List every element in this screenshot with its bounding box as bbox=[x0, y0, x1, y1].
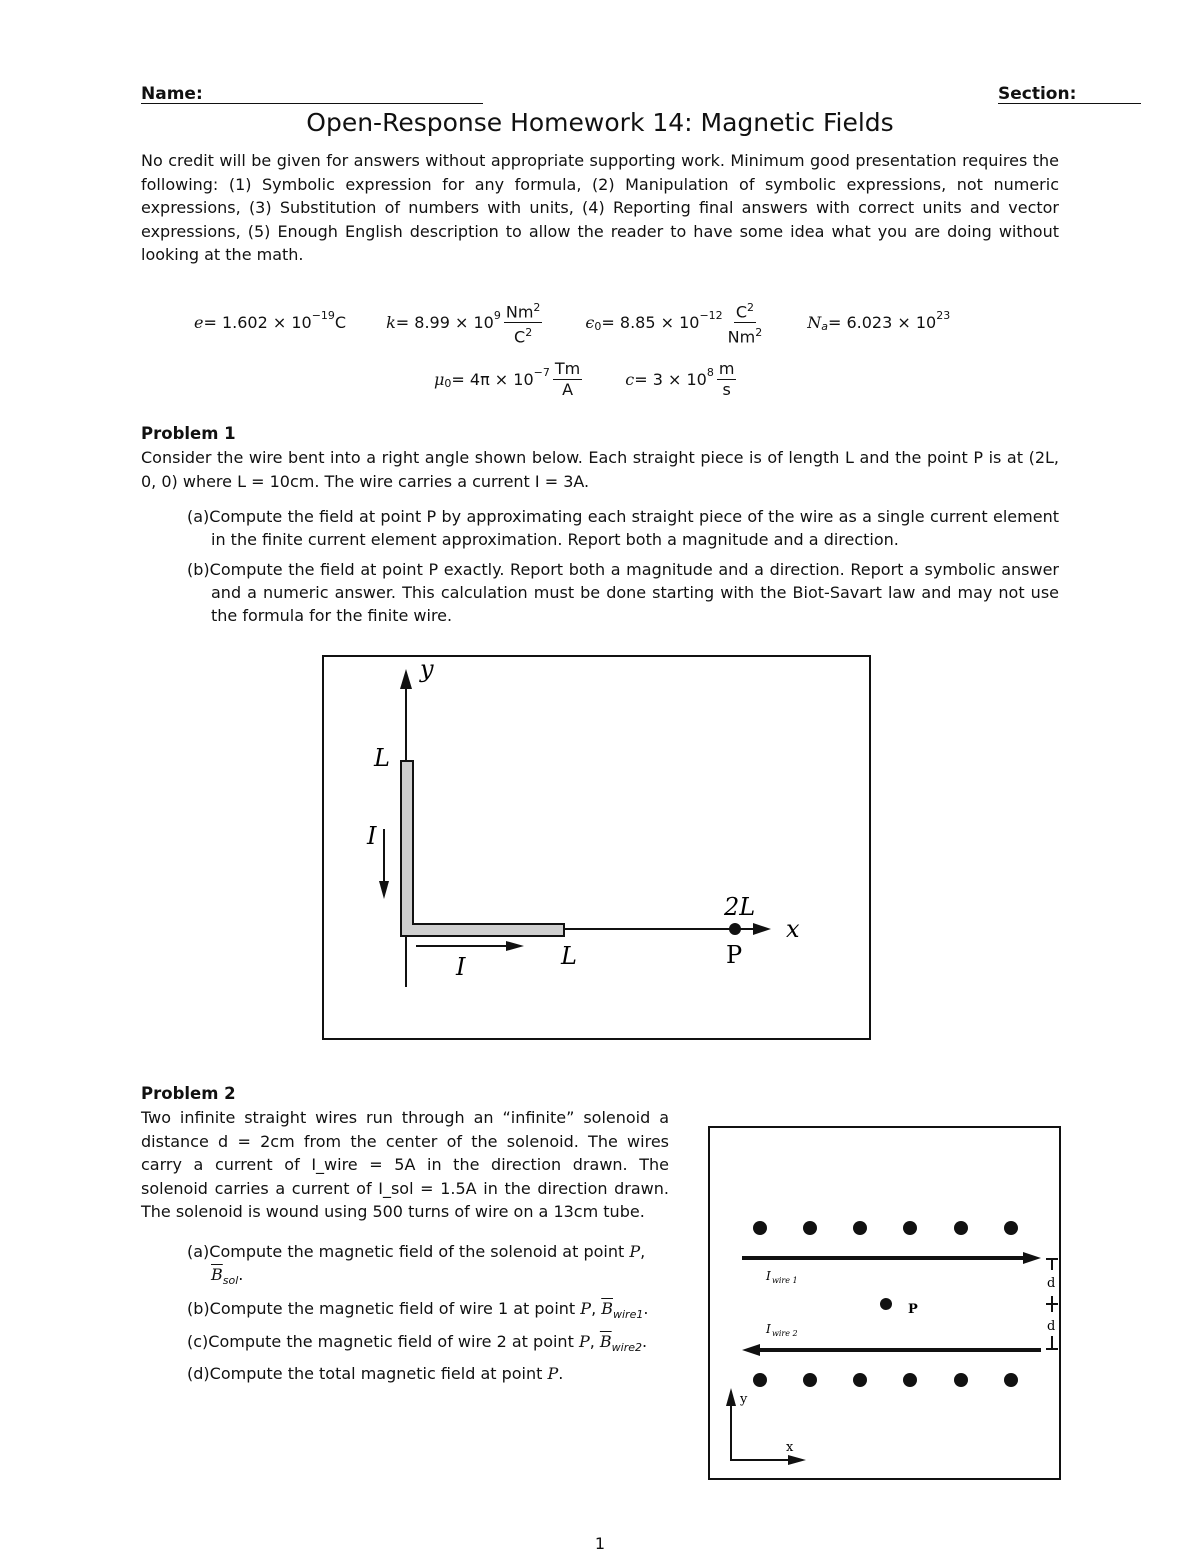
x-axis-label: x bbox=[786, 915, 800, 943]
bent-wire bbox=[401, 761, 564, 936]
constant-mu0: μ $_0$ = 4π × 10 $^{-7}$ $\frac{Tm}{A}$ bbox=[434, 359, 581, 399]
mu-unit-fraction: $\frac{Tm}{A}$ bbox=[554, 359, 581, 399]
x-axis-arrow-icon bbox=[788, 1455, 806, 1465]
problem-1-heading: Problem 1 bbox=[141, 424, 236, 443]
intro-paragraph: No credit will be given for answers without appropriate supporting work. Minimum good presentation requires the following: (1) Symbolic expression for any formula, (2) Manipulation of symbolic expressions, not numeric expressions, (3) Substitution of numbers with units, (4) Reporting final answers with correct units and vector expressions, (5) Enough English description to allow the reader to have some idea what you are doing without looking at the math. bbox=[141, 151, 1059, 264]
solenoid-coil-dot bbox=[853, 1221, 867, 1235]
y-axis-arrow-icon bbox=[400, 669, 412, 689]
wire-1-label: I bbox=[766, 1269, 771, 1283]
name-field-line bbox=[141, 103, 483, 104]
distance-marker bbox=[1046, 1259, 1058, 1349]
y-axis-label: y bbox=[420, 657, 434, 683]
figure-2-svg bbox=[710, 1128, 1059, 1478]
point-P-dot bbox=[880, 1298, 892, 1310]
L-label-vertical: L bbox=[374, 744, 390, 772]
wire-2-arrow-icon bbox=[742, 1344, 760, 1356]
wire-2-subscript: wire 2 bbox=[772, 1329, 798, 1338]
wire-2-label: I bbox=[766, 1322, 771, 1336]
current-arrow-vertical-head-icon bbox=[379, 881, 389, 899]
solenoid-coil-dot bbox=[954, 1373, 968, 1387]
figure-1-bent-wire bbox=[322, 655, 871, 1040]
k-unit-fraction: $\frac{Nm^2}{C^2}$ bbox=[504, 298, 543, 348]
name-label: Name: bbox=[141, 84, 203, 104]
current-arrow-horizontal-head-icon bbox=[506, 941, 524, 951]
page-title: Open-Response Homework 14: Magnetic Fields bbox=[306, 108, 894, 137]
solenoid-coil-dot bbox=[753, 1373, 767, 1387]
problem-2-part-b: (b)Compute the magnetic field of wire 1 at point P, $\overline{B}_{wire1}$. bbox=[187, 1299, 649, 1322]
constant-k: k = 8.99 × 10 $^9$ $\frac{Nm^2}{C^2}$ bbox=[386, 298, 545, 348]
y-axis-arrow-icon bbox=[726, 1388, 736, 1406]
point-P-dot bbox=[729, 923, 741, 935]
solenoid-coil-dot bbox=[903, 1221, 917, 1235]
problem-1-text: Consider the wire bent into a right angle shown below. Each straight piece is of length L and the point P is at (2L, 0, 0) where L = 10cm. The wire carries a current I = 3A. bbox=[141, 448, 1059, 491]
x-axis-arrow-icon bbox=[753, 923, 771, 935]
page-number: 1 bbox=[594, 1534, 606, 1553]
figure-1-svg bbox=[324, 657, 869, 1038]
d-label-bottom: d bbox=[1047, 1319, 1056, 1334]
solenoid-coil-dot bbox=[803, 1221, 817, 1235]
constant-epsilon0: ϵ $_0$ = 8.85 × 10 $^{-12}$ $\frac{C^2}{Nm^2}$ bbox=[585, 298, 767, 348]
solenoid-bottom-row bbox=[753, 1373, 1018, 1387]
solenoid-top-row bbox=[753, 1221, 1018, 1235]
problem-2-part-a: (a)Compute the magnetic field of the solenoid at point P, $\overline{B}_{sol}$. bbox=[187, 1242, 646, 1288]
constants-row-2 bbox=[434, 359, 834, 400]
I-label-horizontal: I bbox=[456, 953, 466, 981]
solenoid-coil-dot bbox=[1004, 1373, 1018, 1387]
solenoid-coil-dot bbox=[903, 1373, 917, 1387]
wire-1-subscript: wire 1 bbox=[772, 1276, 798, 1285]
problem-2-heading: Problem 2 bbox=[141, 1084, 236, 1103]
constants-row-1 bbox=[194, 298, 1034, 348]
wire-1-arrow-icon bbox=[1023, 1252, 1041, 1264]
problem-1-part-a: (a)Compute the field at point P by approximating each straight piece of the wire as a single current element in the finite current element approximation. Report both a magnitude and a direction. bbox=[187, 507, 1059, 549]
problem-1-part-b: (b)Compute the field at point P exactly. Report both a magnitude and a direction. Report a symbolic answer and a numeric answer. This calculation must be done starting with the Biot-Savart law and may not use the formula for the finite wire. bbox=[187, 560, 1059, 625]
constant-avogadro: N $_a$ = 6.023 × 10 $^{23}$ bbox=[807, 308, 951, 333]
solenoid-coil-dot bbox=[954, 1221, 968, 1235]
constant-e: e = 1.602 × 10 $^{-19}$ C bbox=[194, 308, 347, 332]
solenoid-coil-dot bbox=[1004, 1221, 1018, 1235]
I-label-vertical: I bbox=[367, 822, 377, 850]
epsilon-unit-fraction: $\frac{C^2}{Nm^2}$ bbox=[726, 298, 765, 348]
solenoid-coil-dot bbox=[853, 1373, 867, 1387]
problem-2-text: Two infinite straight wires run through an “infinite” solenoid a distance d = 2cm from the center of the solenoid. The wires carry a current of I_wire = 5A in the direction drawn. The solenoid carries a current of I_sol = 1.5A in the direction drawn. The solenoid is wound using 500 turns of wire on a 13cm tube. bbox=[141, 1108, 669, 1221]
solenoid-coil-dot bbox=[803, 1373, 817, 1387]
P-label: P bbox=[908, 1302, 918, 1317]
d-label-top: d bbox=[1047, 1276, 1056, 1291]
solenoid-coil-dot bbox=[753, 1221, 767, 1235]
problem-2-part-d: (d)Compute the total magnetic field at point P. bbox=[187, 1364, 564, 1383]
section-field-line bbox=[998, 103, 1141, 104]
L-label-horizontal: L bbox=[561, 942, 577, 970]
problem-2-part-c: (c)Compute the magnetic field of wire 2 at point P, $\overline{B}_{wire2}$. bbox=[187, 1332, 648, 1355]
figure-2-solenoid bbox=[708, 1126, 1061, 1480]
P-label: P bbox=[726, 941, 743, 969]
constant-c: c = 3 × 10 $^8$ $\frac{m}{s}$ bbox=[625, 359, 735, 399]
2L-label: 2L bbox=[724, 893, 756, 921]
c-unit-fraction: $\frac{m}{s}$ bbox=[718, 359, 735, 399]
y-axis-label: y bbox=[740, 1392, 748, 1407]
section-label: Section: bbox=[998, 84, 1077, 104]
x-axis-label: x bbox=[786, 1440, 794, 1455]
